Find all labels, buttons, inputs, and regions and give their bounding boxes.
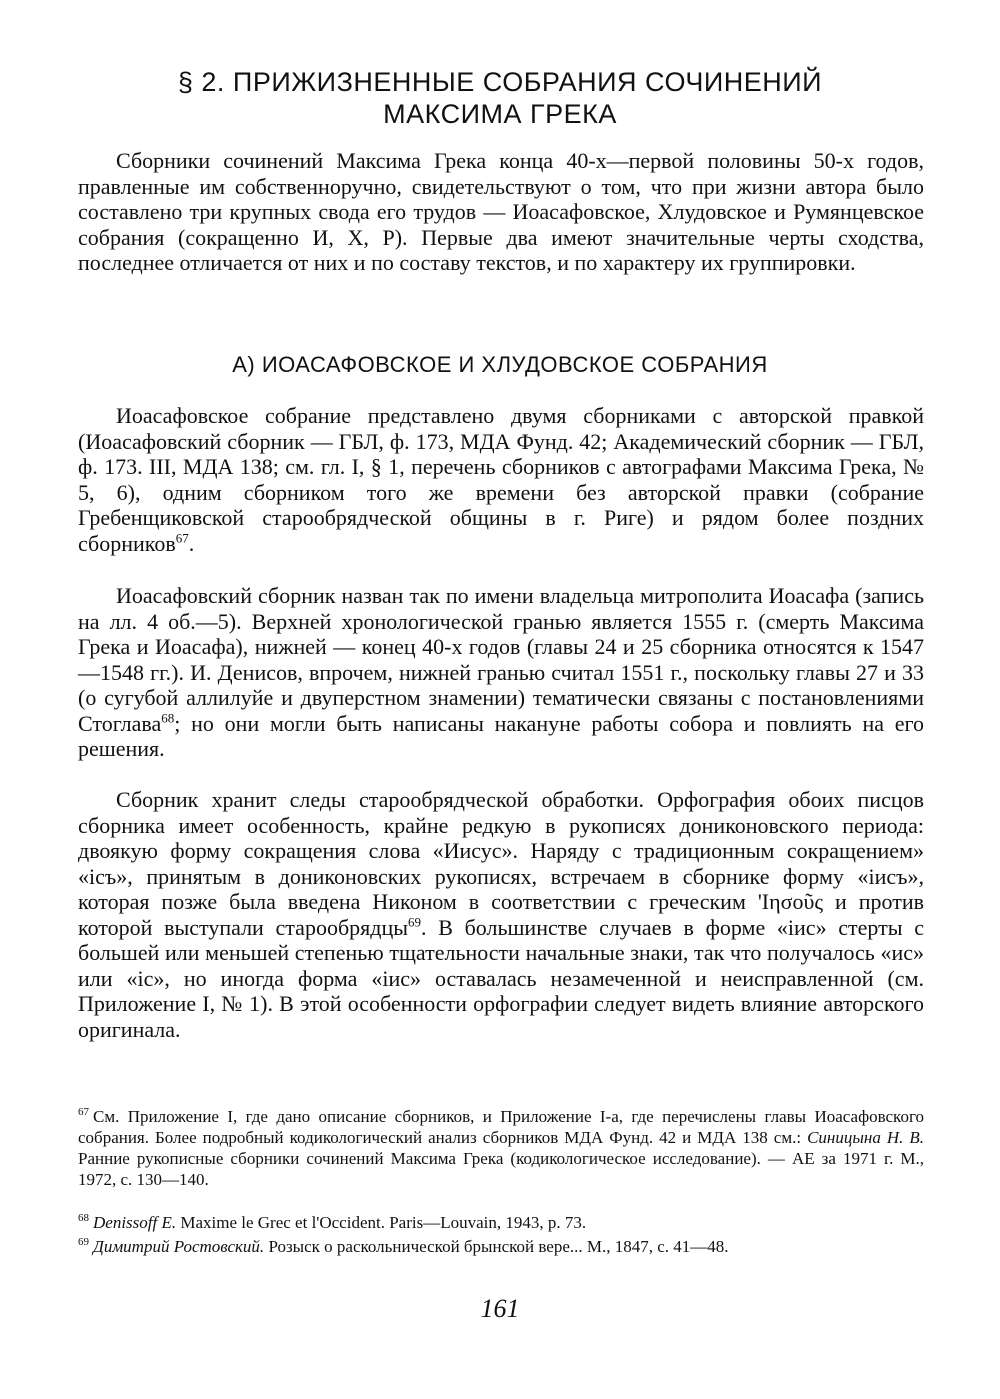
footnote-69	[78, 1236, 924, 1257]
footnote-68-text: Maxime le Grec et l'Occident. Paris—Louvain, 1943, p. 73.	[176, 1213, 587, 1232]
paragraph-1: Иоасафовское собрание представлено двумя сборниками с авторской правкой (Иоасафовский сборник — ГБЛ, ф. 173, МДА Фунд. 42; Академический сборник — ГБЛ, ф. 173. III, МДА 138; см. гл. I, § 1, перечень сборников с автографами Максима Грека, № 5, 6), одним сборником того же времени без авторской правки (собрание Гребенщиковской старообрядческой общины в г. Риге) и рядом более поздних сборников$^{67}$.	[78, 403, 924, 556]
page-number: 161	[480, 1294, 520, 1323]
footnote-67-text-a: См. Приложение I, где дано описание сборников, и Приложение I-а, где перечислены главы Иоасафовского собрания. Более подробный кодикологический анализ сборников МДА Фунд. 42 и МДА 138 см.:	[78, 1107, 924, 1147]
intro-text: Сборники сочинений Максима Грека конца 40-х—первой половины 50-х годов, правленные им собственноручно, свидетельствуют о том, что при жизни автора было составлено три крупных свода его трудов — Иоасафовское, Хлудовское и Румянцевское собрания (сокращенно И, X, Р). Первые два имеют значительные черты сходства, последнее отличается от них и по составу текстов, и по характеру их группировки.	[78, 148, 924, 275]
footnote-67-text-b: Ранние рукописные сборники сочинений Максима Грека (кодикологическое исследование). — АЕ за 1971 г. М., 1972, с. 130—140.	[78, 1149, 924, 1189]
paragraph-2-text-b: ; но они могли быть написаны накануне работы собора и повлиять на его решения.	[78, 710, 924, 761]
footnote-ref-68: 68	[161, 710, 175, 726]
paragraph-3	[78, 787, 924, 1042]
section-title-line-2: МАКСИМА ГРЕКА	[383, 99, 617, 129]
footnote-68-author: Denissoff E.	[93, 1213, 177, 1232]
footnote-67-author: Синицына Н. В.	[807, 1128, 924, 1147]
footnote-67	[78, 1106, 924, 1190]
footnote-67-mark: 67	[78, 1106, 89, 1119]
footnote-69-mark: 69	[78, 1236, 89, 1249]
paragraph-3-text-b: . В большинстве случаев в форме «іис» стерты с большей или меньшей степенью тщательности начальные знаки, так что получалось «ис» или «іс», но иногда форма «іис» оставалась незамеченной и неисправленной (см. Приложение I, № 1). В этой особенности орфографии следует видеть влияние авторского оригинала.	[78, 914, 924, 1042]
footnote-68-mark: 68	[78, 1212, 89, 1225]
paragraph-2-text-a: Иоасафовский сборник назван так по имени владельца митрополита Иоасафа (запись на лл. 4 об.—5). Верхней хронологической гранью является 1555 г. (смерть Максима Грека и Иоасафа), нижней — конец 40-х годов (главы 24 и 25 сборника относятся к 1547—1548 гг.). И. Денисов, впрочем, нижней гранью считал 1551 г., поскольку главы 27 и 33 (о сугубой аллилуйе и двуперстном знамении) тематически связаны с постановлениями Стоглава	[78, 583, 924, 736]
footnote-69-author: Димитрий Ростовский.	[93, 1237, 265, 1256]
footnote-69-text: Розыск о раскольнической брынской вере... М., 1847, с. 41—48.	[264, 1237, 729, 1256]
subsection-heading: А) ИОАСАФОВСКОЕ И ХЛУДОВСКОЕ СОБРАНИЯ	[232, 352, 768, 377]
section-title-line-1: § 2. ПРИЖИЗНЕННЫЕ СОБРАНИЯ СОЧИНЕНИЙ	[177, 67, 823, 97]
paragraph-2	[78, 583, 924, 762]
footnote-68	[78, 1212, 924, 1233]
footnote-ref-69: 69	[408, 914, 421, 930]
intro-paragraph	[78, 148, 924, 276]
paragraph-1-text: Иоасафовское собрание представлено двумя сборниками с авторской правкой (Иоасафовский сборник — ГБЛ, ф. 173, МДА Фунд. 42; Академический сборник — ГБЛ, ф. 173. III, МДА 138; см. гл. I, § 1, перечень сборников с автографами Максима Грека, № 5, 6), одним сборником того же времени без авторской правки (собрание Гребенщиковской старообрядческой общины в г. Риге) и рядом более поздних сборников	[78, 403, 924, 556]
footnote-ref-67: 67	[175, 530, 189, 546]
paragraph-3-text-a: Сборник хранит следы старообрядческой обработки. Орфография обоих писцов сборника имеет особенность, крайне редкую в рукописях дониконовского периода: двоякую форму сокращения слова «Иисус». Наряду с традиционным сокращением» «ісъ», принятым в дониконовских рукописях, встречаем в сборнике форму «іисъ», которая позже была введена Никоном в соответствии с греческим 'Ιησοῦς и против которой выступали старообрядцы	[78, 787, 924, 940]
